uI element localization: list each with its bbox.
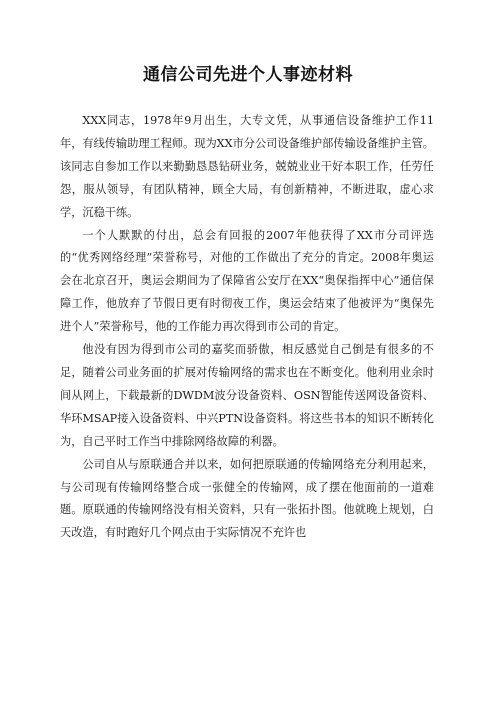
document-body	[60, 110, 434, 545]
paragraph-3: 他没有因为得到市公司的嘉奖而骄傲，相反感觉自己倒是有很多的不足，随着公司业务面的扩展对传输网络的需求也在不断变化。他利用业余时间从网上，下载最新的DWDM波分设备资料、OSN智能传送网设备资料、华环MSAP接入设备资料、中兴PTN设备资料。将这些书本的知识不断转化为，自己平时工作当中排除网络故障的利器。	[60, 343, 434, 448]
paragraph-1: XXX同志，1978年9月出生，大专文凭，从事通信设备维护工作11年，有线传输助理工程师。现为XX市分公司设备维护部传输设备维护主管。该同志自参加工作以来勤勤恳恳钻研业务，兢兢业业干好本职工作，任劳任怨，服从领导，有团队精神，顾全大局，有创新精神，不断进取，虚心求学，沉稳干练。	[60, 114, 434, 219]
paragraph-4: 公司自从与原联通合并以来，如何把原联通的传输网络充分利用起来，与公司现有传输网络整合成一张健全的传输网，成了摆在他面前的一道难题。原联通的传输网络没有相关资料，只有一张拓扑图。他就晚上规划，白天改造，有时跑好几个网点由于实际情况不充许也	[60, 457, 434, 540]
paragraph-2: 一个人默默的付出，总会有回报的2007年他获得了XX市分司评选的“优秀网络经理”荣誉称号，对他的工作做出了充分的肯定。2008年奥运会在北京召开，奥运会期间为了保障省公安厅在XX“奥保指挥中心”通信保障工作，他放弃了节假日更有时彻夜工作，奥运会结束了他被评为“奥保先进个人”荣誉称号，他的工作能力再次得到市公司的肯定。	[60, 228, 434, 334]
document-title: 通信公司先进个人事迹材料	[143, 65, 353, 85]
